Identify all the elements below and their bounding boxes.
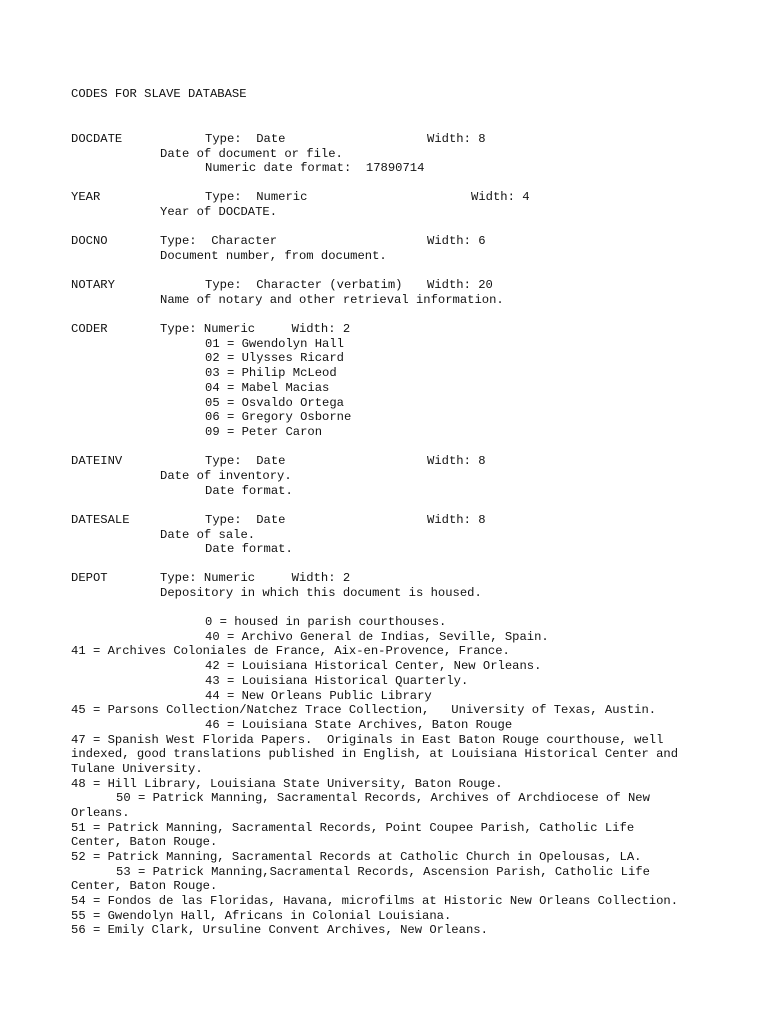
field-desc-depot: Depository in which this document is housed. — [160, 586, 482, 600]
field-name-docno: DOCNO — [71, 234, 108, 248]
field-width-dateinv: Width: 8 — [427, 454, 486, 468]
depot-code-line: Tulane University. — [71, 762, 203, 776]
coder-code: 09 = Peter Caron — [205, 425, 323, 439]
depot-code-line: 55 = Gwendolyn Hall, Africans in Colonial Louisiana. — [71, 909, 452, 923]
depot-code-line: 48 = Hill Library, Louisiana State University, Baton Rouge. — [71, 777, 503, 791]
field-name-year: YEAR — [71, 190, 101, 204]
field-type-docno: Type: Character — [160, 234, 278, 248]
depot-code-line: 50 = Patrick Manning, Sacramental Records, Archives of Archdiocese of New — [116, 791, 650, 805]
field-note-docdate: Numeric date format: 17890714 — [205, 161, 425, 175]
field-name-notary: NOTARY — [71, 278, 115, 292]
coder-code: 03 = Philip McLeod — [205, 366, 337, 380]
coder-code: 02 = Ulysses Ricard — [205, 351, 344, 365]
field-type-docdate: Type: Date — [205, 132, 286, 146]
field-width-docdate: Width: 8 — [427, 132, 486, 146]
depot-code-line: 0 = housed in parish courthouses. — [205, 615, 447, 629]
field-name-coder: CODER — [71, 322, 108, 336]
field-type-year: Type: Numeric — [205, 190, 308, 204]
field-type-width-coder: Type: Numeric Width: 2 — [160, 322, 351, 336]
field-note-datesale: Date format. — [205, 542, 293, 556]
depot-code-line: 41 = Archives Coloniales de France, Aix-en-Provence, France. — [71, 644, 510, 658]
field-width-docno: Width: 6 — [427, 234, 486, 248]
field-width-notary: Width: 20 — [427, 278, 493, 292]
depot-code-line: 46 = Louisiana State Archives, Baton Rouge — [205, 718, 513, 732]
field-name-docdate: DOCDATE — [71, 132, 123, 146]
coder-code: 06 = Gregory Osborne — [205, 410, 352, 424]
depot-code-line: indexed, good translations published in English, at Louisiana Historical Center and — [71, 747, 679, 761]
depot-code-line: 44 = New Orleans Public Library — [205, 689, 432, 703]
depot-code-line: 53 = Patrick Manning,Sacramental Records, Ascension Parish, Catholic Life — [116, 865, 650, 879]
field-desc-docdate: Date of document or file. — [160, 147, 343, 161]
depot-code-line: 40 = Archivo General de Indias, Seville, Spain. — [205, 630, 549, 644]
field-name-dateinv: DATEINV — [71, 454, 123, 468]
depot-code-line: 52 = Patrick Manning, Sacramental Records at Catholic Church in Opelousas, LA. — [71, 850, 642, 864]
depot-code-line: 47 = Spanish West Florida Papers. Originals in East Baton Rouge courthouse, well — [71, 733, 664, 747]
depot-code-line: 45 = Parsons Collection/Natchez Trace Collection, University of Texas, Austin. — [71, 703, 657, 717]
field-desc-dateinv: Date of inventory. — [160, 469, 292, 483]
field-type-notary: Type: Character (verbatim) — [205, 278, 403, 292]
depot-code-line: 43 = Louisiana Historical Quarterly. — [205, 674, 469, 688]
depot-code-line: 51 = Patrick Manning, Sacramental Records, Point Coupee Parish, Catholic Life — [71, 821, 635, 835]
depot-code-line: 54 = Fondos de las Floridas, Havana, microfilms at Historic New Orleans Collection. — [71, 894, 679, 908]
depot-code-line: Center, Baton Rouge. — [71, 879, 218, 893]
depot-code-line: 42 = Louisiana Historical Center, New Orleans. — [205, 659, 542, 673]
field-width-year: Width: 4 — [471, 190, 530, 204]
depot-code-line: Center, Baton Rouge. — [71, 835, 218, 849]
coder-code: 01 = Gwendolyn Hall — [205, 337, 344, 351]
field-name-depot: DEPOT — [71, 571, 108, 585]
field-note-dateinv: Date format. — [205, 484, 293, 498]
field-type-width-depot: Type: Numeric Width: 2 — [160, 571, 351, 585]
coder-code: 04 = Mabel Macias — [205, 381, 330, 395]
document-title: CODES FOR SLAVE DATABASE — [71, 87, 247, 101]
field-desc-docno: Document number, from document. — [160, 249, 387, 263]
coder-code: 05 = Osvaldo Ortega — [205, 396, 344, 410]
field-type-dateinv: Type: Date — [205, 454, 286, 468]
field-width-datesale: Width: 8 — [427, 513, 486, 527]
field-type-datesale: Type: Date — [205, 513, 286, 527]
field-desc-notary: Name of notary and other retrieval information. — [160, 293, 504, 307]
depot-code-line: 56 = Emily Clark, Ursuline Convent Archives, New Orleans. — [71, 923, 488, 937]
field-name-datesale: DATESALE — [71, 513, 130, 527]
field-desc-datesale: Date of sale. — [160, 528, 256, 542]
depot-code-line: Orleans. — [71, 806, 130, 820]
field-desc-year: Year of DOCDATE. — [160, 205, 278, 219]
